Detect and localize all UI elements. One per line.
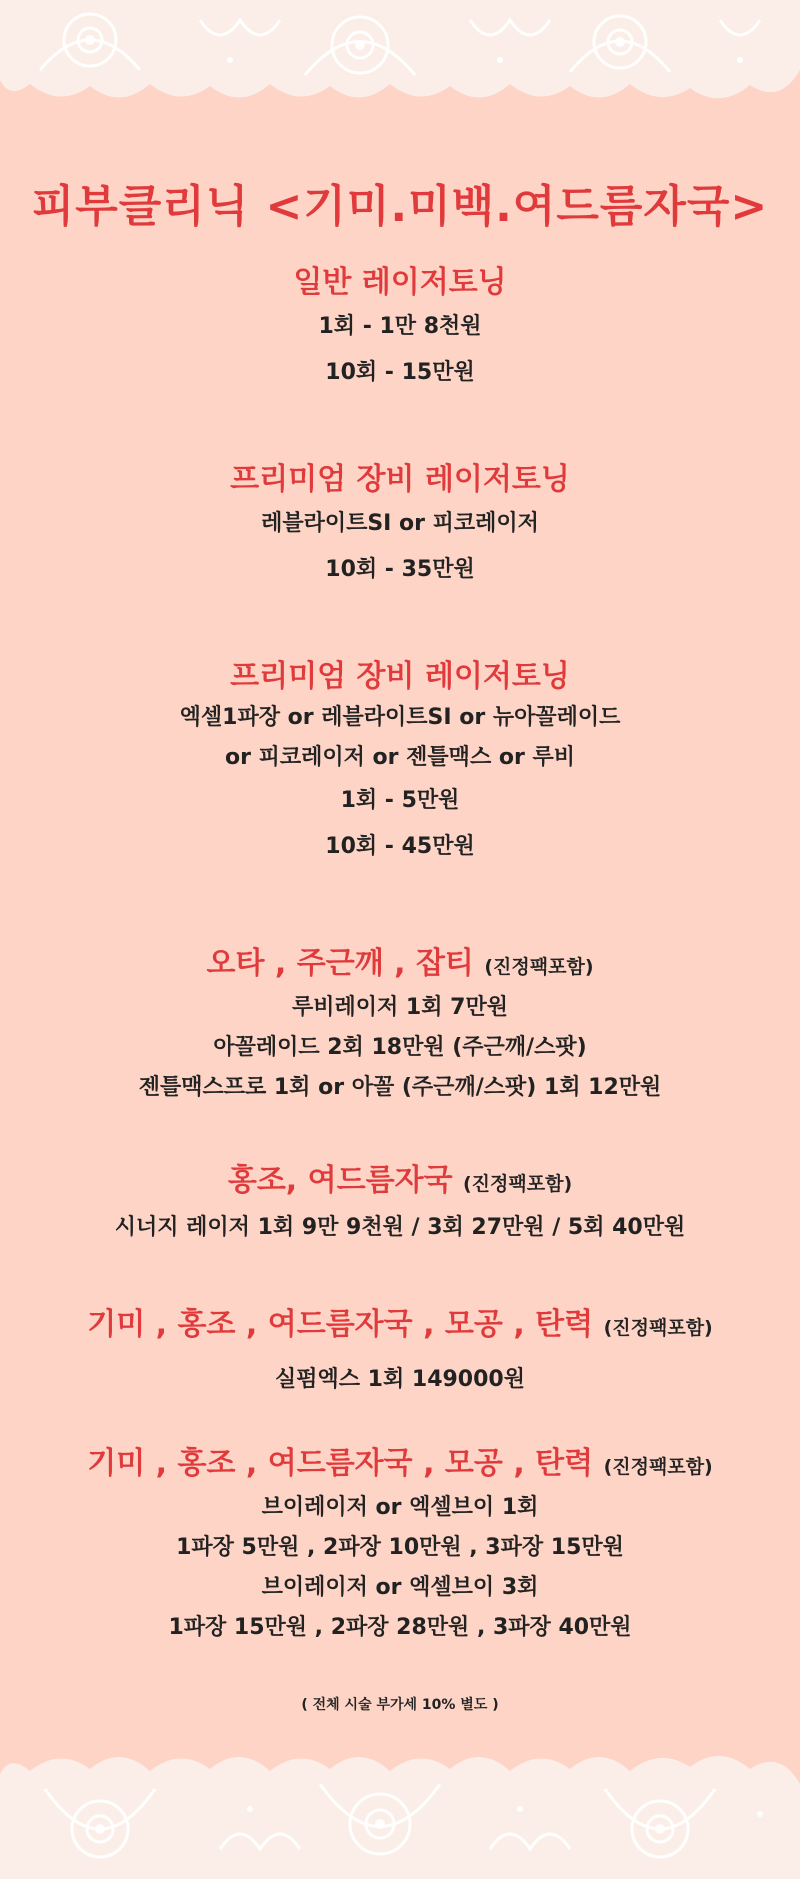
price-line: 시너지 레이저 1회 9만 9천원 / 3회 27만원 / 5회 40만원 — [114, 1215, 686, 1240]
bottom-lace-decoration — [0, 1729, 800, 1879]
price-line: 10회 - 45만원 — [325, 834, 475, 859]
section-premium-laser-toning-1 — [0, 459, 800, 593]
section-heading — [0, 1443, 800, 1488]
price-line: 아꼴레이드 2회 18만원 (주근깨/스팟) — [213, 1035, 587, 1060]
price-line: 1회 - 5만원 — [340, 788, 460, 813]
section-heading: 프리미엄 장비 레이저토닝 — [230, 659, 570, 694]
price-line: 브이레이저 or 엑셀브이 1회 — [261, 1495, 539, 1520]
price-line: 1파장 5만원 , 2파장 10만원 , 3파장 15만원 — [176, 1535, 624, 1560]
section-heading — [0, 943, 800, 988]
section-heading-text: 기미 , 홍조 , 여드름자국 , 모공 , 탄력 — [87, 1446, 594, 1481]
top-lace-decoration — [0, 0, 800, 110]
price-line: 10회 - 35만원 — [325, 557, 475, 582]
price-line: 실펌엑스 1회 149000원 — [275, 1367, 525, 1392]
section-ota-freckle — [0, 943, 800, 1108]
section-v-laser — [0, 1443, 800, 1648]
section-heading: 프리미엄 장비 레이저토닝 — [230, 462, 570, 497]
section-heading — [0, 1304, 800, 1349]
section-note: (진정팩포함) — [603, 1456, 713, 1478]
price-line: or 피코레이저 or 젠틀맥스 or 루비 — [225, 745, 575, 770]
price-line: 1회 - 1만 8천원 — [318, 314, 482, 339]
price-line: 브이레이저 or 엑셀브이 3회 — [261, 1575, 539, 1600]
section-heading-text: 기미 , 홍조 , 여드름자국 , 모공 , 탄력 — [87, 1307, 594, 1342]
price-line: 젠틀맥스프로 1회 or 아꼴 (주근깨/스팟) 1회 12만원 — [138, 1075, 662, 1100]
vat-footnote: ( 전체 시술 부가세 10% 별도 ) — [301, 1697, 499, 1713]
section-redness-acne-scar — [0, 1160, 800, 1251]
section-note: (진정팩포함) — [463, 1173, 573, 1195]
price-line: 1파장 15만원 , 2파장 28만원 , 3파장 40만원 — [168, 1615, 632, 1640]
section-heading-text: 오타 , 주근깨 , 잡티 — [206, 946, 474, 981]
section-note: (진정팩포함) — [484, 956, 594, 978]
price-line: 엑셀1파장 or 레블라이트SI or 뉴아꼴레이드 — [179, 705, 621, 730]
price-line: 10회 - 15만원 — [325, 360, 475, 385]
section-heading-text: 홍조, 여드름자국 — [227, 1163, 453, 1198]
section-silfirm-x — [0, 1304, 800, 1403]
page-title: 피부클리닉 <기미.미백.여드름자국> — [31, 181, 769, 232]
section-premium-laser-toning-2 — [0, 656, 800, 870]
section-heading — [0, 1160, 800, 1205]
section-heading: 일반 레이저토닝 — [293, 265, 507, 300]
price-line: 루비레이저 1회 7만원 — [292, 995, 508, 1020]
price-line: 레블라이트SI or 피코레이저 — [261, 511, 539, 536]
section-note: (진정팩포함) — [603, 1317, 713, 1339]
section-general-laser-toning — [0, 262, 800, 396]
